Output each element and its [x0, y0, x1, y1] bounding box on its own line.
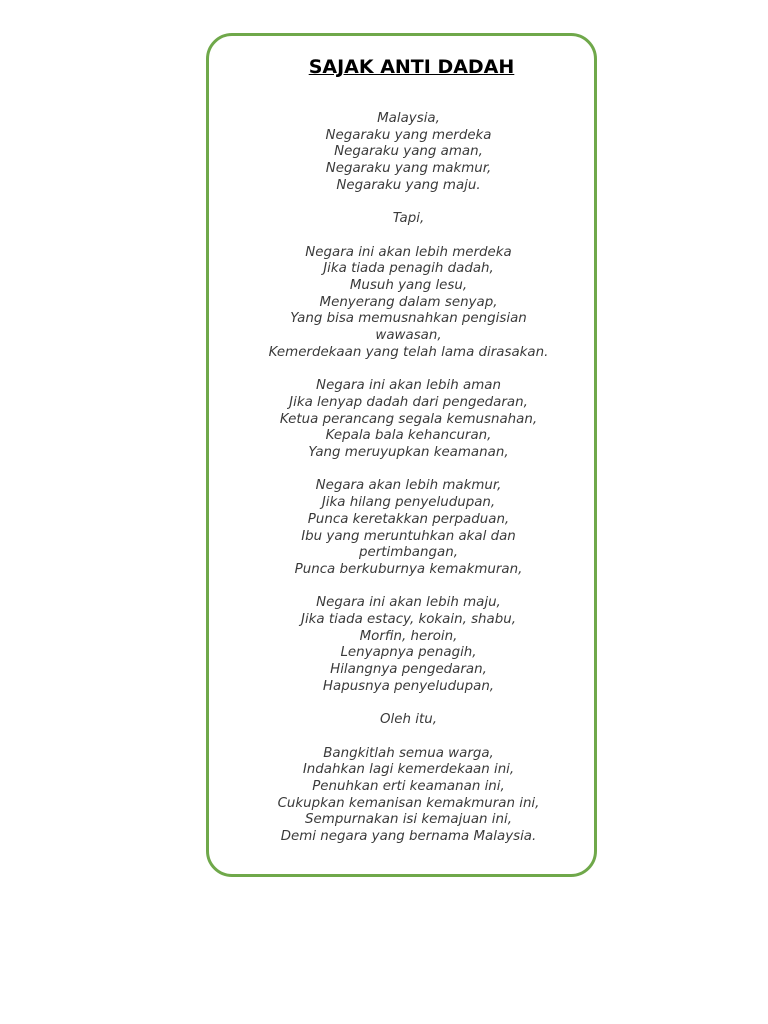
stanza: [206, 746, 611, 846]
poem-line: Malaysia,: [377, 111, 440, 126]
poem-line: Musuh yang lesu,: [349, 278, 468, 293]
poem-line: Hilangnya pengedaran,: [330, 662, 487, 678]
poem-line: wawasan,: [375, 328, 442, 344]
stanza: [206, 378, 611, 462]
poem-line: Penuhkan erti keamanan ini,: [312, 779, 505, 795]
poem-line: Yang meruyupkan keamanan,: [308, 445, 509, 461]
poem-line: Negara akan lebih makmur,: [315, 478, 502, 494]
poem-line: Punca berkuburnya kemakmuran,: [294, 561, 523, 577]
poem-line: Indahkan lagi kemerdekaan ini,: [302, 762, 515, 778]
poem-line: Jika tiada estacy, kokain, shabu,: [301, 612, 516, 628]
poem-line: Bangkitlah semua warga,: [323, 745, 494, 761]
poem-line: Oleh itu,: [380, 712, 437, 728]
poem-line: Tapi,: [392, 211, 425, 227]
poem-line: Jika lenyap dadah dari pengedaran,: [289, 394, 528, 410]
poem-line: Negaraku yang merdeka: [325, 127, 492, 143]
poem-title: SAJAK ANTI DADAH: [308, 56, 515, 78]
poem-line: Negara ini akan lebih merdeka: [305, 244, 512, 260]
stanza: [206, 478, 611, 578]
poem-line: Hapusnya penyeludupan,: [322, 678, 495, 694]
poem-line: Yang bisa memusnahkan pengisian: [290, 311, 527, 327]
stanza: [206, 712, 611, 729]
poem-line: Negara ini akan lebih aman: [316, 378, 501, 394]
stanza: [206, 245, 611, 362]
poem-line: Cukupkan kemanisan kemakmuran ini,: [277, 795, 540, 811]
poem-line: Lenyapnya penagih,: [340, 645, 477, 661]
stanza: [206, 595, 611, 695]
poem-line: Negara ini akan lebih maju,: [316, 595, 501, 611]
poem-line: Demi negara yang bernama Malaysia.: [280, 829, 537, 845]
poem-line: Negaraku yang makmur,: [325, 161, 492, 177]
poem-body: [206, 111, 611, 863]
stanza: [206, 211, 611, 228]
poem-line: Negaraku yang aman,: [334, 144, 483, 160]
poem-line: Kepala bala kehancuran,: [325, 428, 492, 444]
poem-line: Sempurnakan isi kemajuan ini,: [305, 812, 512, 828]
poem-line: Morfin, heroin,: [359, 628, 458, 644]
poem-line: Ibu yang meruntuhkan akal dan: [301, 528, 516, 544]
poem-line: Kemerdekaan yang telah lama dirasakan.: [268, 344, 549, 360]
stanza: [206, 111, 611, 195]
poem-line: Menyerang dalam senyap,: [319, 294, 498, 310]
poem-line: Punca keretakkan perpaduan,: [307, 511, 510, 527]
poem-line: Jika tiada penagih dadah,: [323, 261, 494, 277]
poem-line: Ketua perancang segala kemusnahan,: [279, 411, 538, 427]
poem-line: Negaraku yang maju.: [336, 177, 481, 193]
poem-line: pertimbangan,: [359, 545, 458, 561]
poem-line: Jika hilang penyeludupan,: [321, 495, 496, 511]
